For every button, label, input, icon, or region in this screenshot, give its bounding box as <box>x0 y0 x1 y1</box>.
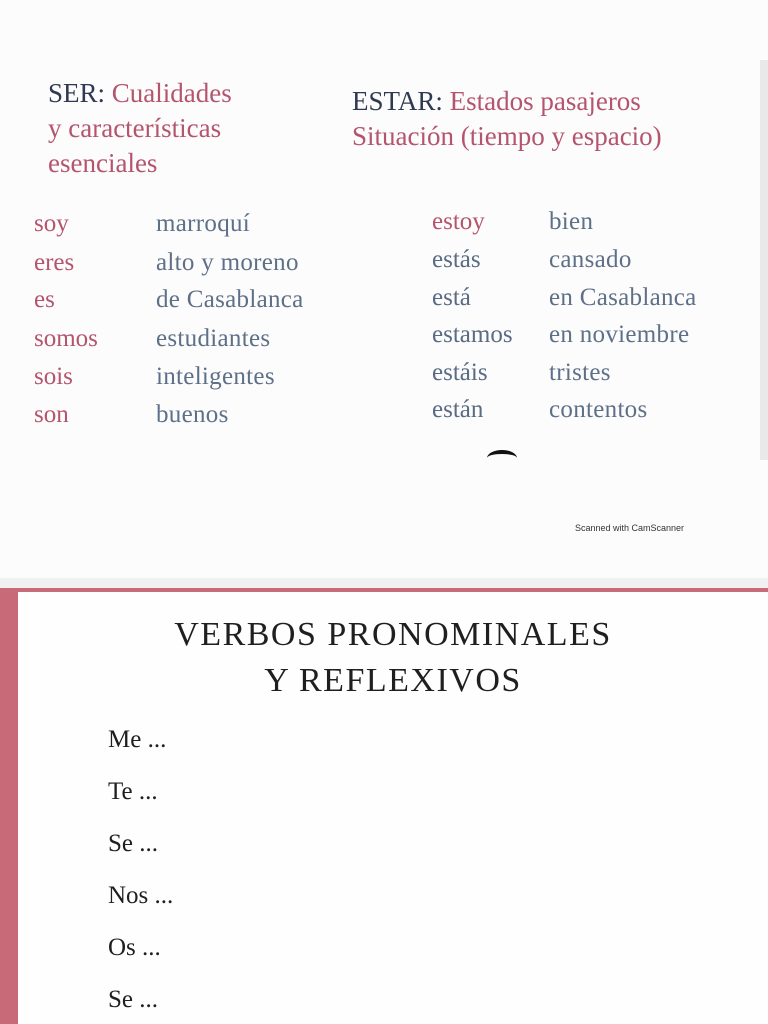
ser-verb: son <box>34 401 69 428</box>
estar-heading-line: Situación (tiempo y espacio) <box>352 121 662 151</box>
pronoun-item: Nos ... <box>108 882 174 909</box>
slide-title-line: Y REFLEXIVOS <box>264 662 522 699</box>
estar-phrase: en Casablanca <box>549 284 697 311</box>
estar-verb: está <box>432 284 471 311</box>
estar-phrase: bien <box>549 208 594 235</box>
ser-phrase: estudiantes <box>156 325 271 352</box>
ser-heading <box>48 76 232 181</box>
stray-mark <box>487 450 517 466</box>
ser-verb: somos <box>34 325 98 352</box>
estar-verb: estás <box>432 246 481 273</box>
ser-phrase: inteligentes <box>156 363 275 390</box>
ser-heading-line: esenciales <box>48 148 158 178</box>
ser-verb: es <box>34 286 55 313</box>
ser-heading-line: Cualidades <box>111 78 232 108</box>
ser-phrase: marroquí <box>156 210 251 237</box>
slide-title-line: VERBOS PRONOMINALES <box>174 616 612 653</box>
ser-verb: sois <box>34 363 73 390</box>
slide-paper <box>18 592 768 1024</box>
estar-phrase: cansado <box>549 246 632 273</box>
estar-verb: están <box>432 396 484 423</box>
estar-phrase: en noviembre <box>549 321 690 348</box>
pronominales-slide <box>0 588 768 1024</box>
ser-phrase: buenos <box>156 401 229 428</box>
ser-verb: soy <box>34 210 69 237</box>
ser-verb: eres <box>34 249 75 276</box>
ser-term: SER: <box>48 78 106 108</box>
estar-verb: estáis <box>432 359 488 386</box>
estar-heading-line: Estados pasajeros <box>449 86 641 116</box>
ser-heading-line: y características <box>48 113 222 143</box>
estar-phrase: contentos <box>549 396 648 423</box>
estar-heading <box>352 84 662 154</box>
ser-phrase: de Casablanca <box>156 286 304 313</box>
pronoun-item: Os ... <box>108 934 161 961</box>
estar-term: ESTAR: <box>352 86 443 116</box>
estar-phrase: tristes <box>549 359 611 386</box>
slide-edge <box>760 60 768 460</box>
pronoun-item: Te ... <box>108 778 158 805</box>
ser-phrase: alto y moreno <box>156 249 299 276</box>
pronoun-item: Me ... <box>108 726 167 753</box>
estar-verb: estamos <box>432 321 513 348</box>
estar-verb: estoy <box>432 208 485 235</box>
scanner-watermark: Scanned with CamScanner <box>575 523 685 533</box>
pronoun-item: Se ... <box>108 830 158 857</box>
pronoun-item: Se ... <box>108 986 158 1013</box>
